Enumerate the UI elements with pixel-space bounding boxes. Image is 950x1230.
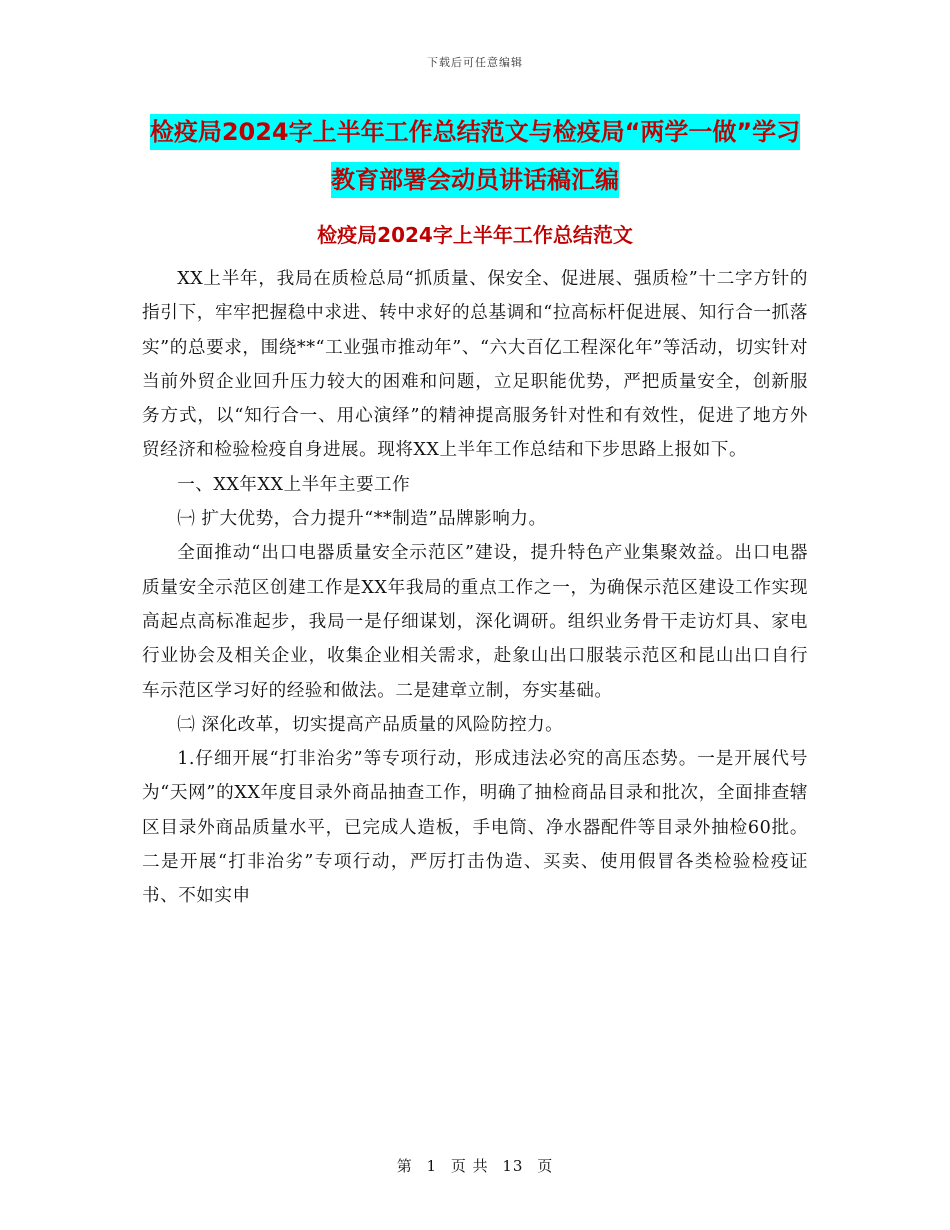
- section-title: 检疫局2024字上半年工作总结范文: [317, 223, 633, 247]
- paragraph-subheading-2: ㈡ 深化改革，切实提高产品质量的风险防控力。: [177, 714, 564, 735]
- paragraph-subheading-1: ㈠ 扩大优势，合力提升“**制造”品牌影响力。: [177, 509, 547, 530]
- paragraph-intro: XX上半年，我局在质检总局“抓质量、保安全、促进展、强质检”十二字方针的指引下，牢牢把握稳中求进、转中求好的总基调和“拉高标杆促进展、知行合一抓落实”的总要求，围绕**“工业强市推动年”、“六大百亿工程深化年”等活动，切实针对当前外贸企业回升压力较大的困难和问题，立足职能优势，严把质量安全，创新服务方式，以“知行合一、用心演绎”的精神提高服务针对性和有效性，促进了地方外贸经济和检验检疫自身进展。现将XX上半年工作总结和下步思路上报如下。: [142, 269, 808, 461]
- paragraph-heading-1: 一、XX年XX上半年主要工作: [177, 474, 411, 495]
- paragraph-special-action: 1.仔细开展“打非治劣”等专项行动，形成违法必究的高压态势。一是开展代号为“天网”的XX年度目录外商品抽查工作，明确了抽检商品目录和批次，全面排查辖区目录外商品质量水平，已完成人造板，手电筒、净水器配件等目录外抽检60批。二是开展“打非治劣”专项行动，严厉打击伪造、买卖、使用假冒各类检验检疫证书、不如实申: [142, 749, 808, 907]
- footer-middle: 页 共: [450, 1157, 489, 1175]
- main-title: [140, 108, 810, 204]
- body-text: [142, 262, 808, 914]
- footer-suffix: 页: [537, 1157, 554, 1175]
- footer-total-pages: 13: [502, 1157, 524, 1175]
- main-title-text: 检疫局2024字上半年工作总结范文与检疫局“两学一做”学习教育部署会动员讲话稿汇编: [150, 114, 800, 198]
- footer-page-number: 1: [426, 1157, 438, 1175]
- paragraph-demo-zone: 全面推动“出口电器质量安全示范区”建设，提升特色产业集聚效益。出口电器质量安全示范区创建工作是XX年我局的重点工作之一，为确保示范区建设工作实现高起点高标准起步，我局一是仔细谋划，深化调研。组织业务骨干走访灯具、家电行业协会及相关企业，收集企业相关需求，赴象山出口服装示范区和昆山出口自行车示范区学习好的经验和做法。二是建章立制，夯实基础。: [142, 543, 808, 701]
- header-note: 下载后可任意编辑: [427, 56, 523, 69]
- page-footer: [0, 1155, 950, 1176]
- footer-prefix: 第: [396, 1157, 413, 1175]
